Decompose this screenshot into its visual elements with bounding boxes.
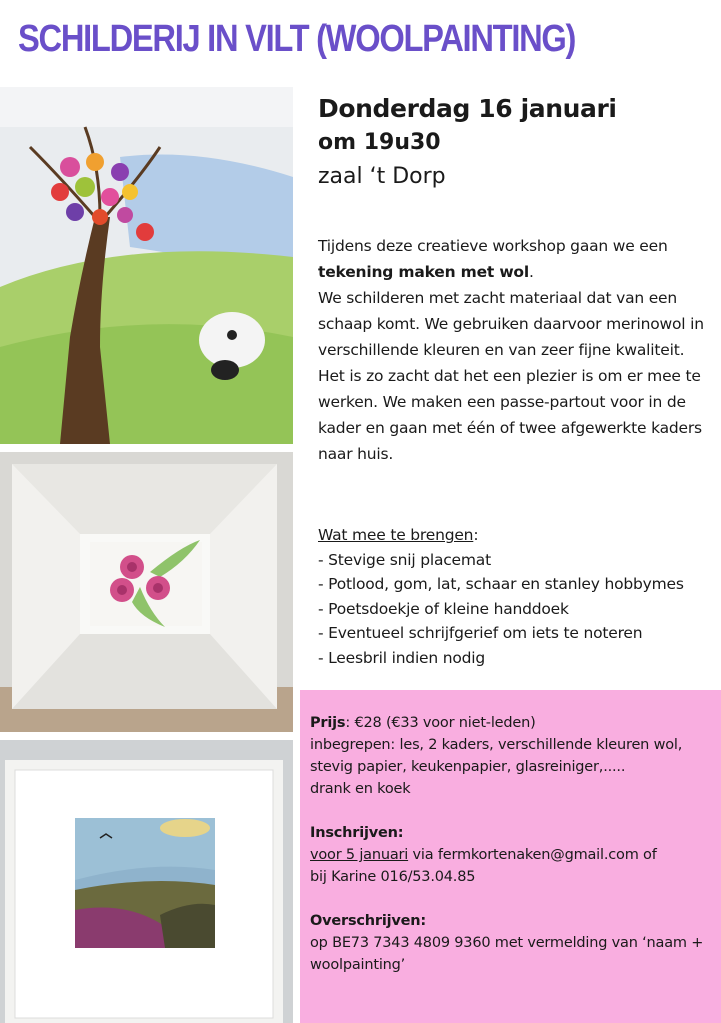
framed-flowers-woolpainting-photo [0,452,293,732]
transfer-label: Overschrijven: [310,913,427,929]
price-line [310,712,711,734]
intro-paragraph: Tijdens deze creatieve workshop gaan we een tekening maken met wol. [318,237,668,281]
list-item: - Leesbril indien nodig [318,648,486,667]
page-title: SCHILDERIJ IN VILT (WOOLPAINTING) [18,18,576,60]
price-info-box [300,690,721,1023]
event-details [318,92,718,194]
register-label: Inschrijven: [310,825,404,841]
price-label: Prijs [310,715,346,731]
list-item: - Potlood, gom, lat, schaar en stanley hobbymes [318,575,684,593]
workshop-description [318,233,713,467]
price-value: : €28 (€33 voor niet-leden) [345,715,536,731]
register-line [310,844,711,866]
list-item: - Eventueel schrijfgerief om iets te noteren [318,624,643,642]
what-to-bring-heading: Wat mee te brengen: [318,526,479,544]
event-time: om 19u30 [318,130,441,155]
price-included: inbegrepen: les, 2 kaders, verschillende kleuren wol, stevig papier, keukenpapier, glasreiniger,..... [310,737,683,775]
tree-sheep-woolpainting-photo [0,87,293,444]
what-to-bring-list [318,548,718,671]
price-drinks: drank en koek [310,781,411,797]
transfer-details: op BE73 7343 4809 9360 met vermelding van ‘naam + woolpainting’ [310,935,704,973]
register-phone: bij Karine 016/53.04.85 [310,869,476,885]
intro-material-paragraph: We schilderen met zacht materiaal dat van een schaap komt. We gebruiken daarvoor merinowol in verschillende kleuren en van zeer fijne kwaliteit. [318,289,704,359]
list-item: - Stevige snij placemat [318,550,491,569]
event-location: zaal ‘t Dorp [318,164,446,189]
event-date: Donderdag 16 januari [318,94,617,123]
register-deadline: voor 5 januari [310,847,409,863]
framed-landscape-woolpainting-photo [0,740,293,1023]
register-email[interactable]: via fermkortenaken@gmail.com of [408,847,657,863]
list-item: - Poetsdoekje of kleine handdoek [318,599,569,618]
intro-bold-text: tekening maken met wol [318,263,529,281]
what-to-bring [318,523,718,670]
intro-result-paragraph: Het is zo zacht dat het een plezier is om er mee te werken. We maken een passe-partout voor in de kader en gaan met één of twee afgewerkte kaders naar huis. [318,367,702,463]
